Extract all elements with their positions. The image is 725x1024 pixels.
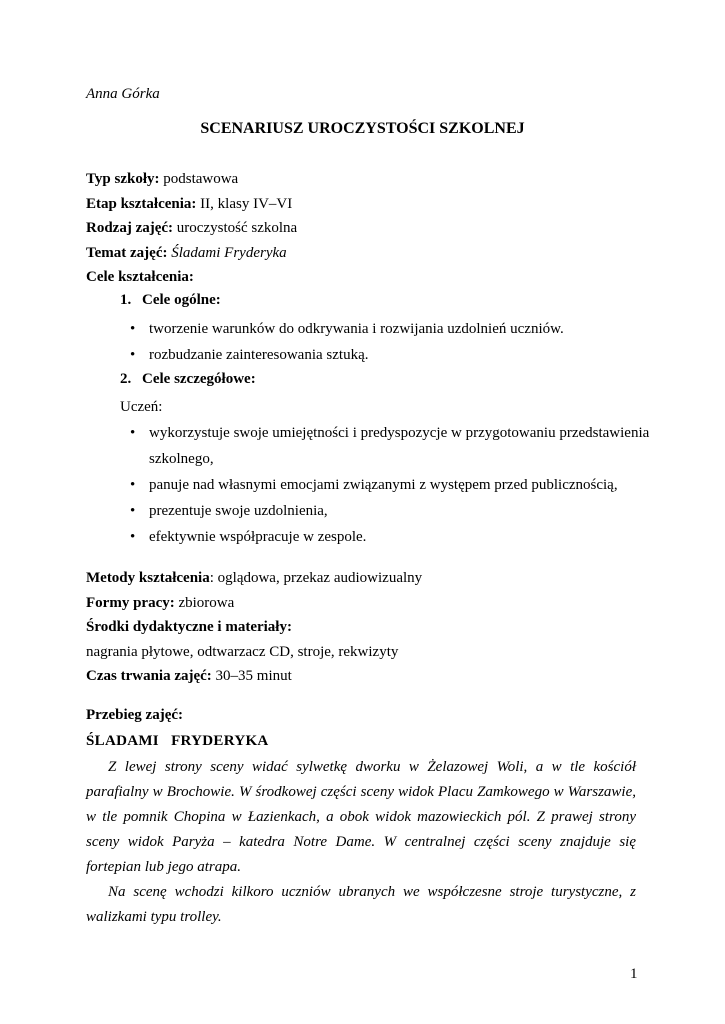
- field-value: II, klasy IV–VI: [196, 195, 293, 212]
- field-value: 30–35 minut: [211, 668, 292, 685]
- goals-specific-intro: Uczeń:: [120, 399, 163, 415]
- field-label: Temat zajęć:: [86, 244, 168, 261]
- stage-direction-paragraph: Na scenę wchodzi kilkoro uczniów ubranych we współczesne stroje turystyczne, z walizkami typu trolley.: [86, 884, 636, 925]
- field-label: Środki dydaktyczne i materiały:: [86, 619, 292, 636]
- field-label: Czas trwania zajęć:: [86, 668, 212, 685]
- field-value: : oglądowa, przekaz audiowizualny: [209, 570, 423, 586]
- method-fields: [86, 566, 646, 689]
- field-duration: [86, 664, 646, 689]
- field-label: Metody kształcenia: [86, 570, 210, 586]
- goals-general-label: Cele ogólne:: [142, 292, 221, 308]
- list-item: • wykorzystuje swoje umiejętności i predyspozycje w przygotowaniu przedstawienia szkolnego,: [130, 420, 650, 472]
- field-school-type: [86, 167, 646, 192]
- field-forms: [86, 591, 646, 616]
- field-value: zbiorowa: [174, 594, 235, 611]
- list-number: 1.: [120, 292, 132, 308]
- author-name: Anna Górka: [86, 86, 160, 102]
- section-title: ŚLADAMI FRYDERYKA: [86, 733, 269, 749]
- field-label: Cele kształcenia:: [86, 269, 194, 285]
- page-number: 1: [630, 966, 638, 982]
- field-label: Formy pracy:: [86, 594, 175, 611]
- field-education-stage: [86, 192, 646, 217]
- goals-specific-heading: [120, 371, 256, 388]
- list-item: • efektywnie współpracuje w zespole.: [130, 524, 650, 550]
- field-class-type: [86, 216, 646, 241]
- goals-specific-label: Cele szczegółowe:: [142, 371, 256, 387]
- field-value: Śladami Fryderyka: [171, 244, 287, 261]
- course-heading: Przebieg zajęć:: [86, 707, 184, 723]
- goals-general-list: [130, 316, 650, 368]
- list-item: • rozbudzanie zainteresowania sztuką.: [130, 342, 650, 368]
- field-label: Rodzaj zajęć:: [86, 220, 174, 236]
- field-label: Typ szkoły:: [86, 171, 160, 187]
- field-means: [86, 615, 646, 640]
- field-education-goals: [86, 265, 646, 290]
- field-value: podstawowa: [159, 171, 239, 187]
- list-item: • panuje nad własnymi emocjami związanymi z występem przed publicznością,: [130, 472, 650, 498]
- list-number: 2.: [120, 371, 132, 387]
- field-means-value: nagrania płytowe, odtwarzacz CD, stroje, rekwizyty: [86, 643, 399, 660]
- field-label: Etap kształcenia:: [86, 195, 197, 212]
- field-topic: [86, 241, 646, 266]
- field-value: uroczystość szkolna: [173, 220, 298, 236]
- metadata-fields: [86, 167, 646, 290]
- list-item: • prezentuje swoje uzdolnienia,: [130, 498, 650, 524]
- stage-direction-paragraph: Z lewej strony sceny widać sylwetkę dworku w Żelazowej Woli, a w tle kościół parafialny w Brochowie. W środkowej części sceny widok Placu Zamkowego w Warszawie, w tle pomnik Chopina w Łazienkach, a obok widok mazowieckich pól. Z prawej strony sceny widok Paryża – katedra Notre Dame. W centralnej części sceny znajduje się fortepian lub jego atrapa.: [86, 759, 636, 875]
- document-title: SCENARIUSZ UROCZYSTOŚCI SZKOLNEJ: [200, 120, 525, 137]
- field-methods: [86, 566, 646, 591]
- goals-general-heading: [120, 292, 221, 309]
- goals-specific-list: [130, 420, 650, 550]
- list-item: • tworzenie warunków do odkrywania i rozwijania uzdolnień uczniów.: [130, 316, 650, 342]
- stage-directions: [86, 755, 636, 930]
